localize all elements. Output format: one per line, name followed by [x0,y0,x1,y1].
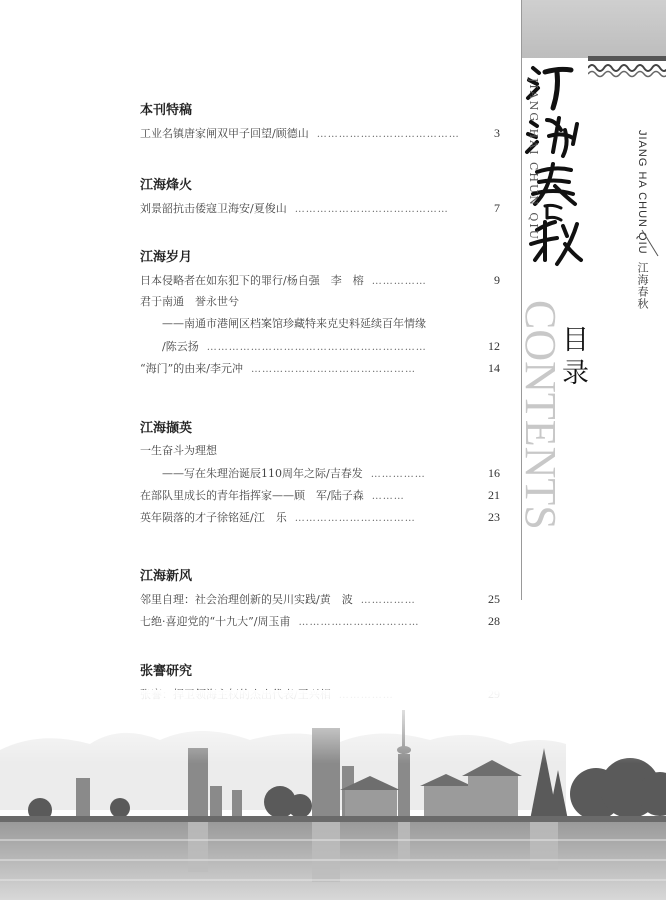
toc-entry-subtitle[interactable] [140,462,500,484]
toc-entry[interactable] [140,122,500,144]
side-slash-divider [640,228,660,258]
entry-text: “海门”的由来/李元冲 [140,362,243,375]
entry-text: ——南通市港闸区档案馆珍藏特来克史料延续百年情缘 [162,317,426,330]
page-number: 14 [488,361,500,375]
leader-dots: …………………………… [294,513,416,524]
toc-entry[interactable] [140,269,500,291]
brand-pinyin: JIANG HAI CHUN QIU [527,78,540,242]
contents-english-heading: CONTENTS [516,300,565,530]
toc-section-fenghuo [140,175,500,219]
page-number: 28 [488,614,500,628]
leader-dots: …………………………………… [294,204,449,215]
toc-entry[interactable] [140,335,500,357]
page-number: 3 [494,126,500,140]
toc-entry[interactable] [140,610,500,632]
section-title: 江海撷英 [140,421,193,436]
toc-entry[interactable] [140,357,500,379]
entry-text: ——写在朱理治诞辰110周年之际/吉春发 [162,467,363,480]
top-grey-band [521,0,666,58]
toc-entry-subtitle[interactable] [140,313,500,335]
section-title: 张謇研究 [140,664,193,679]
toc-entry[interactable] [140,291,500,313]
page-number: 16 [488,466,500,480]
toc-section-suiyue [140,247,500,379]
leader-dots: …………………………… [298,617,420,628]
section-title: 江海岁月 [140,250,193,265]
entry-text: 刘景韶抗击倭寇卫海安/夏俊山 [140,202,287,215]
entry-text: 君于南通 誉永世兮 [140,295,239,308]
toc-section-xinfeng [140,566,500,632]
entry-text: /陈云扬 [162,340,199,353]
entry-text: 邻里自理：社会治理创新的吴川实践/黄 波 [140,593,353,606]
wave-decoration [588,56,666,80]
section-title: 江海新风 [140,569,193,584]
contents-chinese-heading: 目录 [557,325,588,391]
entry-text: 在部队里成长的青年指挥家——顾 军/陆子森 [140,489,364,502]
leader-dots: …………… [360,595,416,606]
toc-entry[interactable] [140,588,500,610]
entry-text: 英年陨落的才子徐铭延/江 乐 [140,511,287,524]
page-number: 9 [494,273,500,287]
side-brand-pinyin: JIANG HA CHUN QIU [636,130,648,255]
section-title: 本刊特稿 [140,103,193,118]
entry-text: 日本侵略者在如东犯下的罪行/杨自强 李 榕 [140,274,364,287]
side-brand-name: 江海春秋 [636,262,649,310]
toc-entry[interactable] [140,506,500,528]
leader-dots: …………………………………………………… [206,342,427,353]
city-skyline-illustration [0,690,666,900]
toc-section-xieying [140,418,500,528]
toc-section-special [140,100,500,144]
entry-text: 工业名镇唐家闸双甲子回望/顾德山 [140,127,309,140]
page-number: 12 [488,339,500,353]
page-number: 25 [488,592,500,606]
toc-entry[interactable] [140,197,500,219]
toc-entry[interactable] [140,440,500,462]
section-title: 江海烽火 [140,178,193,193]
leader-dots: …………… [370,469,426,480]
entry-text: 七绝·喜迎党的“十九大”/周玉甫 [140,615,291,628]
leader-dots: …………… [371,276,427,287]
page-number: 23 [488,510,500,524]
leader-dots: ……………………………………… [250,364,416,375]
entry-text: 一生奋斗为理想 [140,444,217,457]
page-number: 21 [488,488,500,502]
leader-dots: ……… [371,491,405,502]
leader-dots: ………………………………… [316,129,460,140]
page-number: 7 [494,201,500,215]
toc-entry[interactable] [140,484,500,506]
